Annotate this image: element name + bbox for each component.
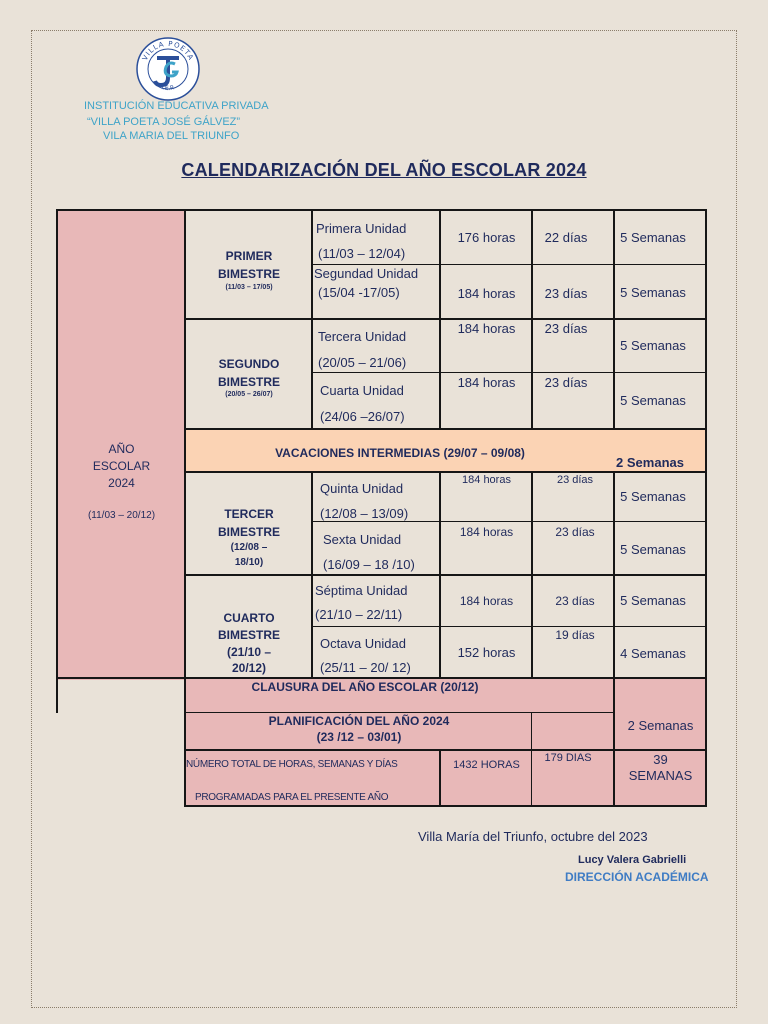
unit-7-name: Séptima Unidad <box>315 583 408 598</box>
page-title: CALENDARIZACIÓN DEL AÑO ESCOLAR 2024 <box>181 160 587 180</box>
svg-text:VILLA POETA: VILLA POETA <box>140 39 196 62</box>
unit-6-name: Sexta Unidad <box>323 532 402 547</box>
bimester-2-range: (20/05 – 26/07) <box>225 391 273 398</box>
vacations-label: VACACIONES INTERMEDIAS (29/07 – 09/08) <box>275 446 525 460</box>
unit-7-weeks: 5 Semanas <box>620 593 686 608</box>
unit-1-weeks: 5 Semanas <box>620 230 686 245</box>
unit-8-weeks: 4 Semanas <box>620 646 686 661</box>
bimester-1-range: (11/03 – 17/05) <box>225 284 273 291</box>
unit-3-days: 23 días <box>544 321 588 336</box>
planning-weeks: 2 Semanas <box>627 718 694 733</box>
unit-1-hours: 176 horas <box>457 230 516 245</box>
institution-name-line1: INSTITUCIÓN EDUCATIVA PRIVADA <box>84 100 269 112</box>
unit-4-hours: 184 horas <box>457 375 516 390</box>
unit-6-weeks: 5 Semanas <box>620 542 686 557</box>
bimester-1-name-line2: BIMESTRE <box>217 267 280 281</box>
totals-label-line2: PROGRAMADAS PARA EL PRESENTE AÑO <box>195 792 389 803</box>
unit-2-name: Segundad Unidad <box>314 266 419 281</box>
svg-text:I.E.P.: I.E.P. <box>160 84 176 93</box>
year-label-line1: AÑO <box>108 442 135 456</box>
unit-7-hours: 184 horas <box>459 594 514 608</box>
unit-3-weeks: 5 Semanas <box>620 338 686 353</box>
totals-hours: 1432 HORAS <box>453 759 520 771</box>
unit-8-hours: 152 horas <box>457 645 516 660</box>
planning-label-line1: PLANIFICACIÓN DEL AÑO 2024 <box>268 714 450 728</box>
unit-2-days: 23 días <box>544 286 588 301</box>
bimester-3-name-line1: TERCER <box>224 507 274 521</box>
totals-label-line1: NÚMERO TOTAL DE HORAS, SEMANAS Y DÍAS <box>186 759 398 770</box>
year-label-line3: 2024 <box>108 476 135 490</box>
totals-weeks-line2: SEMANAS <box>628 768 693 783</box>
bimester-3-range-line2: 18/10) <box>234 557 264 568</box>
bimester-3-name-line2: BIMESTRE <box>217 525 280 539</box>
totals-days: 179 DIAS <box>544 752 592 764</box>
unit-1-name: Primera Unidad <box>316 221 407 236</box>
unit-8-name: Octava Unidad <box>320 636 406 651</box>
signer-name: Lucy Valera Gabrielli <box>578 854 687 866</box>
unit-2-range: (15/04 -17/05) <box>318 285 400 300</box>
department-name: DIRECCIÓN ACADÉMICA <box>565 870 709 884</box>
unit-4-name: Cuarta Unidad <box>320 383 404 398</box>
institution-name-line2: “VILLA POETA JOSÉ GÁLVEZ” <box>87 116 241 128</box>
year-label-line2: ESCOLAR <box>92 459 151 473</box>
planning-empty-bg <box>532 713 615 750</box>
unit-4-range: (24/06 –26/07) <box>320 409 405 424</box>
unit-8-days: 19 días <box>555 628 595 642</box>
unit-4-days: 23 días <box>544 375 588 390</box>
bimester-4-name-line2: BIMESTRE <box>217 628 280 642</box>
bimester-4-name-line1: CUARTO <box>223 611 275 625</box>
bimester-2-name-line1: SEGUNDO <box>218 357 280 371</box>
unit-7-days: 23 días <box>555 594 595 608</box>
unit-1-range: (11/03 – 12/04) <box>318 246 406 261</box>
unit-4-weeks: 5 Semanas <box>620 393 686 408</box>
planning-weeks-bg <box>615 678 706 750</box>
bimester-4-range-line2: 20/12) <box>231 661 267 675</box>
year-range: (11/03 – 20/12) <box>87 510 156 521</box>
unit-5-range: (12/08 – 13/09) <box>320 506 409 521</box>
closing-label: CLAUSURA DEL AÑO ESCOLAR (20/12) <box>251 680 479 694</box>
planning-label-line2: (23 /12 – 03/01) <box>316 730 402 744</box>
totals-weeks-line1: 39 <box>653 752 668 767</box>
unit-2-hours: 184 horas <box>457 286 516 301</box>
unit-6-days: 23 días <box>555 525 595 539</box>
unit-3-name: Tercera Unidad <box>318 329 407 344</box>
unit-8-range: (25/11 – 20/ 12) <box>320 660 411 675</box>
unit-3-hours: 184 horas <box>457 321 516 336</box>
unit-6-range: (16/09 – 18 /10) <box>323 557 415 572</box>
bimester-2-name-line2: BIMESTRE <box>217 375 280 389</box>
unit-5-days: 23 días <box>556 474 594 486</box>
unit-5-name: Quinta Unidad <box>320 481 404 496</box>
bimester-1-name-line1: PRIMER <box>225 249 273 263</box>
vacations-weeks: 2 Semanas <box>616 455 684 470</box>
unit-1-days: 22 días <box>544 230 588 245</box>
bimester-4-range-line1: (21/10 – <box>226 645 272 659</box>
unit-2-weeks: 5 Semanas <box>620 285 686 300</box>
unit-6-hours: 184 horas <box>459 525 514 539</box>
bimester-3-range-line1: (12/08 – <box>230 542 268 553</box>
unit-5-weeks: 5 Semanas <box>620 489 686 504</box>
institution-location: VILA MARIA DEL TRIUNFO <box>103 130 240 142</box>
place-date: Villa María del Triunfo, octubre del 2023 <box>418 829 648 844</box>
unit-3-range: (20/05 – 21/06) <box>318 355 407 370</box>
school-seal-logo <box>135 36 201 102</box>
unit-7-range: (21/10 – 22/11) <box>315 607 403 622</box>
unit-5-hours: 184 horas <box>462 474 511 486</box>
